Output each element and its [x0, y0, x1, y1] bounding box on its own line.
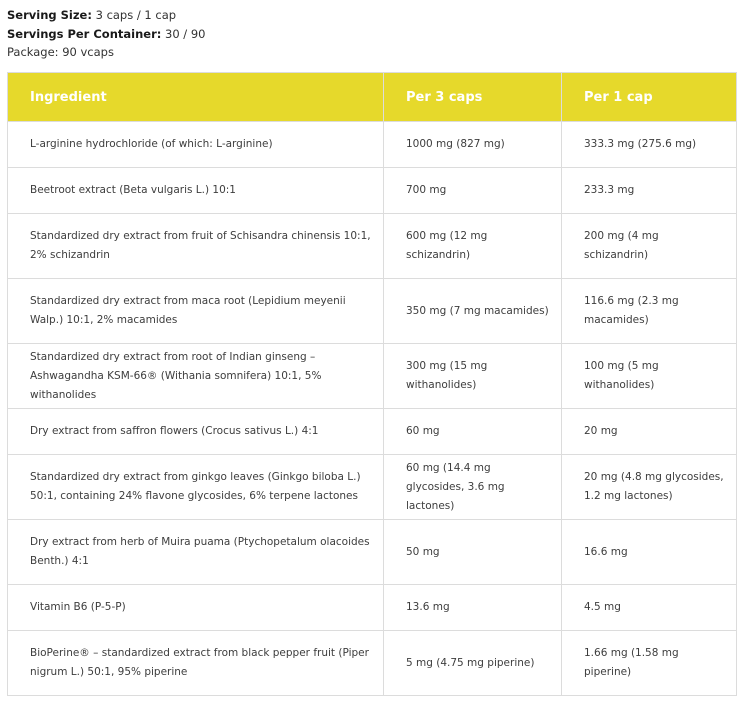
per-3-caps-cell: 13.6 mg [384, 585, 562, 631]
table-row [8, 168, 737, 214]
per-1-cap-cell: 100 mg (5 mg withanolides) [562, 344, 737, 409]
table-row [8, 344, 737, 409]
servings-per-container-value: 30 / 90 [165, 26, 206, 41]
table-row [8, 279, 737, 344]
column-header-ingredient: Ingredient [8, 73, 384, 122]
per-1-cap-cell: 20 mg [562, 409, 737, 455]
per-1-cap-cell: 116.6 mg (2.3 mg macamides) [562, 279, 737, 344]
ingredient-cell: Dry extract from herb of Muira puama (Ptychopetalum olacoides Benth.) 4:1 [8, 520, 384, 585]
ingredient-cell: Standardized dry extract from fruit of Schisandra chinensis 10:1, 2% schizandrin [8, 214, 384, 279]
column-header-per-1-cap: Per 1 cap [562, 73, 737, 122]
per-3-caps-cell: 50 mg [384, 520, 562, 585]
serving-size-value: 3 caps / 1 cap [95, 8, 177, 22]
per-1-cap-cell: 200 mg (4 mg schizandrin) [562, 214, 737, 279]
ingredient-cell: Standardized dry extract from root of Indian ginseng – Ashwagandha KSM-66® (Withania somnifera) 10:1, 5% withanolides [8, 344, 384, 409]
table-row [8, 585, 737, 631]
per-3-caps-cell: 1000 mg (827 mg) [384, 122, 562, 168]
servings-per-container-line [7, 25, 743, 44]
ingredient-cell: Standardized dry extract from ginkgo leaves (Ginkgo biloba L.) 50:1, containing 24% flavone glycosides, 6% terpene lactones [8, 455, 384, 520]
per-3-caps-cell: 300 mg (15 mg withanolides) [384, 344, 562, 409]
table-header-row [8, 73, 737, 122]
per-3-caps-cell: 5 mg (4.75 mg piperine) [384, 631, 562, 696]
per-3-caps-cell: 600 mg (12 mg schizandrin) [384, 214, 562, 279]
servings-per-container-label: Servings Per Container: [7, 26, 162, 41]
table-row [8, 631, 737, 696]
column-header-per-3-caps: Per 3 caps [384, 73, 562, 122]
product-info [0, 0, 743, 62]
per-1-cap-cell: 1.66 mg (1.58 mg piperine) [562, 631, 737, 696]
per-3-caps-cell: 350 mg (7 mg macamides) [384, 279, 562, 344]
ingredient-cell: Beetroot extract (Beta vulgaris L.) 10:1 [8, 168, 384, 214]
per-1-cap-cell: 4.5 mg [562, 585, 737, 631]
serving-size-label: Serving Size: [7, 8, 92, 22]
ingredient-cell: L-arginine hydrochloride (of which: L-arginine) [8, 122, 384, 168]
per-1-cap-cell: 20 mg (4.8 mg glycosides, 1.2 mg lactones) [562, 455, 737, 520]
serving-size-line [7, 6, 743, 25]
ingredient-cell: Vitamin B6 (P-5-P) [8, 585, 384, 631]
per-1-cap-cell: 233.3 mg [562, 168, 737, 214]
per-3-caps-cell: 60 mg [384, 409, 562, 455]
ingredient-cell: BioPerine® – standardized extract from black pepper fruit (Piper nigrum L.) 50:1, 95% piperine [8, 631, 384, 696]
table-row [8, 214, 737, 279]
per-3-caps-cell: 700 mg [384, 168, 562, 214]
per-1-cap-cell: 333.3 mg (275.6 mg) [562, 122, 737, 168]
per-1-cap-cell: 16.6 mg [562, 520, 737, 585]
ingredient-cell: Dry extract from saffron flowers (Crocus sativus L.) 4:1 [8, 409, 384, 455]
table-row [8, 409, 737, 455]
table-row [8, 520, 737, 585]
table-row [8, 455, 737, 520]
package-line: Package: 90 vcaps [7, 45, 114, 59]
ingredients-table [7, 72, 737, 696]
table-row [8, 122, 737, 168]
per-3-caps-cell: 60 mg (14.4 mg glycosides, 3.6 mg lactones) [384, 455, 562, 520]
ingredient-cell: Standardized dry extract from maca root (Lepidium meyenii Walp.) 10:1, 2% macamides [8, 279, 384, 344]
